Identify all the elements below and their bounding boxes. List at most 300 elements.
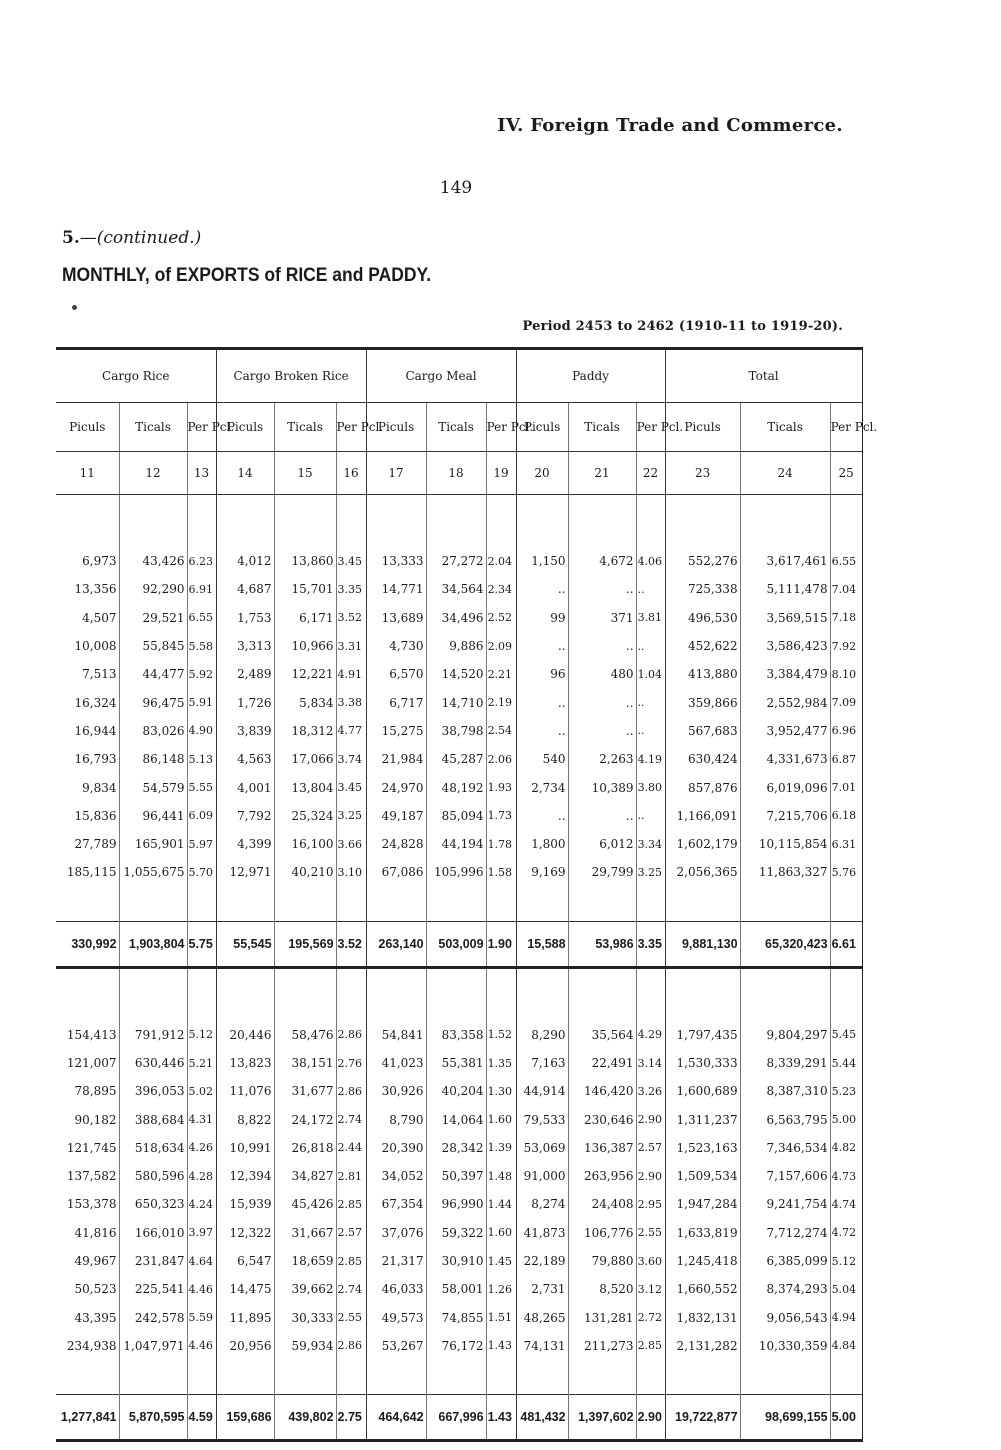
- table-cell: 4.31: [187, 1105, 216, 1133]
- table-cell: 45,287: [426, 745, 486, 773]
- column-header: Per Pcl.: [336, 403, 366, 452]
- subheader-row: [56, 403, 862, 452]
- table-cell: 7,163: [516, 1049, 568, 1077]
- spacer-cell: [830, 887, 862, 922]
- table-cell: ..: [516, 717, 568, 745]
- table-cell: 6.96: [830, 717, 862, 745]
- table-cell: 90,182: [74, 1112, 117, 1127]
- table-cell: 14,520: [426, 660, 486, 688]
- spacer-cell: [740, 887, 830, 922]
- table-cell: 13,823: [216, 1049, 274, 1077]
- table-cell: 3.52: [336, 604, 366, 632]
- spacer-cell: [568, 1360, 636, 1395]
- table-cell: 5.21: [187, 1049, 216, 1077]
- table-cell: 17,066: [274, 745, 336, 773]
- table-cell: 6,547: [216, 1247, 274, 1275]
- table-cell: 30,333: [274, 1304, 336, 1332]
- table-cell: 5.12: [187, 1021, 216, 1049]
- column-header: Ticals: [119, 403, 187, 452]
- table-cell: ..: [568, 575, 636, 603]
- table-cell: 540: [516, 745, 568, 773]
- table-row: [56, 688, 862, 716]
- table-cell: 4.24: [187, 1190, 216, 1218]
- table-cell: 38,151: [274, 1049, 336, 1077]
- table-cell: 1.58: [486, 858, 516, 886]
- table-cell: 54,841: [366, 1021, 426, 1049]
- total-cell: 19,722,877: [665, 1395, 740, 1441]
- spacer-cell: [56, 967, 119, 1021]
- table-cell: 4.91: [336, 660, 366, 688]
- table-cell: 54,579: [119, 773, 187, 801]
- table-cell: 83,358: [426, 1021, 486, 1049]
- table-cell: 30,926: [366, 1077, 426, 1105]
- spacer-cell: [187, 1360, 216, 1395]
- spacer-cell: [366, 495, 426, 548]
- table-row: [56, 1247, 862, 1275]
- table-cell: 3,586,423: [740, 632, 830, 660]
- table-cell: 2.52: [486, 604, 516, 632]
- table-cell: ..: [516, 632, 568, 660]
- table-cell: 480: [568, 660, 636, 688]
- column-header: Ticals: [568, 403, 636, 452]
- table-cell: 15,939: [216, 1190, 274, 1218]
- table-cell: 165,901: [119, 830, 187, 858]
- table-cell: 4.77: [336, 717, 366, 745]
- table-cell: 41,023: [366, 1049, 426, 1077]
- table-cell: 263,956: [568, 1162, 636, 1190]
- table-cell: 3.60: [636, 1247, 665, 1275]
- table-cell: 5,834: [274, 688, 336, 716]
- table-cell: 2.76: [336, 1049, 366, 1077]
- table-cell: 8,339,291: [740, 1049, 830, 1077]
- table-cell: ..: [568, 688, 636, 716]
- table-cell: 388,684: [119, 1105, 187, 1133]
- table-cell: 396,053: [119, 1077, 187, 1105]
- table-row: [56, 830, 862, 858]
- table-cell: 67,354: [366, 1190, 426, 1218]
- table-cell: 413,880: [665, 660, 740, 688]
- table-cell: 4.26: [187, 1134, 216, 1162]
- table-cell: 74,855: [426, 1304, 486, 1332]
- column-number: 12: [119, 452, 187, 495]
- table-cell: 16,100: [274, 830, 336, 858]
- column-header: Ticals: [740, 403, 830, 452]
- table-cell: 121,007: [66, 1056, 117, 1070]
- table-cell: 9,834: [82, 780, 117, 795]
- group-header-total: Total: [665, 349, 862, 403]
- spacer-cell: [274, 967, 336, 1021]
- table-cell: 10,115,854: [740, 830, 830, 858]
- table-cell: 24,172: [274, 1105, 336, 1133]
- table-cell: 44,914: [516, 1077, 568, 1105]
- table-cell: 5,111,478: [740, 575, 830, 603]
- table-cell: ..: [636, 802, 665, 830]
- table-cell: 2,131,282: [665, 1332, 740, 1360]
- table-cell: 14,064: [426, 1105, 486, 1133]
- table-cell: 2.74: [336, 1275, 366, 1303]
- table-cell: 27,272: [426, 547, 486, 575]
- table-cell: 8,520: [568, 1275, 636, 1303]
- table-cell: 5.23: [830, 1077, 862, 1105]
- column-number: 16: [336, 452, 366, 495]
- spacer-cell: [366, 967, 426, 1021]
- table-cell: 2.85: [636, 1332, 665, 1360]
- table-cell: 5.13: [187, 745, 216, 773]
- table-cell: 48,192: [426, 773, 486, 801]
- table-cell: 2.86: [336, 1332, 366, 1360]
- table-cell: 5.00: [830, 1105, 862, 1133]
- period-label: Period 2453 to 2462 (1910-11 to 1919-20).: [522, 319, 843, 334]
- table-cell: 6.91: [187, 575, 216, 603]
- spacer-cell: [740, 967, 830, 1021]
- table-cell: 452,622: [665, 632, 740, 660]
- table-cell: 2.74: [336, 1105, 366, 1133]
- total-cell: 55,545: [216, 921, 274, 967]
- table-cell: 630,424: [665, 745, 740, 773]
- table-cell: 16,944: [74, 723, 117, 738]
- table-row: [56, 745, 862, 773]
- total-cell: 65,320,423: [740, 921, 830, 967]
- table-cell: 154,413: [66, 1027, 117, 1042]
- table-cell: 30,910: [426, 1247, 486, 1275]
- total-cell: 667,996: [426, 1395, 486, 1441]
- table-cell: 725,338: [665, 575, 740, 603]
- table-cell: 22,189: [516, 1247, 568, 1275]
- table-cell: 131,281: [568, 1304, 636, 1332]
- table-cell: 50,523: [74, 1282, 117, 1297]
- spacer-cell: [119, 887, 187, 922]
- total-cell: 503,009: [426, 921, 486, 967]
- table-cell: 12,394: [216, 1162, 274, 1190]
- table-cell: 4,399: [216, 830, 274, 858]
- table-cell: 21,984: [366, 745, 426, 773]
- table-cell: 2,731: [516, 1275, 568, 1303]
- table-cell: 359,866: [665, 688, 740, 716]
- table-cell: 13,689: [366, 604, 426, 632]
- column-number: 19: [486, 452, 516, 495]
- table-cell: 2.95: [636, 1190, 665, 1218]
- spacer-cell: [665, 1360, 740, 1395]
- table-cell: 3.31: [336, 632, 366, 660]
- table-cell: 96,990: [426, 1190, 486, 1218]
- table-row: [56, 1304, 862, 1332]
- table-cell: 24,970: [366, 773, 426, 801]
- table-cell: 74,131: [516, 1332, 568, 1360]
- spacer-cell: [516, 1360, 568, 1395]
- spacer-cell: [636, 887, 665, 922]
- table-cell: 1.30: [486, 1077, 516, 1105]
- group-header-cargo-meal: Cargo Meal: [366, 349, 516, 403]
- table-cell: 79,533: [516, 1105, 568, 1133]
- continued-note: [62, 228, 201, 248]
- table-cell: 3.25: [636, 858, 665, 886]
- column-header: Per Pcl.: [486, 403, 516, 452]
- table-cell: 4,672: [568, 547, 636, 575]
- table-cell: 34,496: [426, 604, 486, 632]
- table-cell: 27,789: [74, 837, 117, 852]
- table-cell: 5.55: [187, 773, 216, 801]
- table-cell: 9,056,543: [740, 1304, 830, 1332]
- table-cell: 46,033: [366, 1275, 426, 1303]
- table-cell: 1,530,333: [665, 1049, 740, 1077]
- spacer-cell: [187, 495, 216, 548]
- table-cell: 6,570: [366, 660, 426, 688]
- spacer-cell: [665, 495, 740, 548]
- table-cell: 40,210: [274, 858, 336, 886]
- table-cell: 4,012: [216, 547, 274, 575]
- table-cell: 234,938: [66, 1338, 117, 1353]
- column-header: Per Pcl.: [187, 403, 216, 452]
- table-cell: 7.09: [830, 688, 862, 716]
- page-number: 149: [439, 178, 473, 198]
- table-cell: 106,776: [568, 1219, 636, 1247]
- total-row: [56, 1395, 862, 1441]
- table-cell: 34,052: [366, 1162, 426, 1190]
- table-cell: 518,634: [119, 1134, 187, 1162]
- spacer-cell: [636, 495, 665, 548]
- table-cell: 43,395: [74, 1310, 117, 1325]
- spacer-cell: [366, 887, 426, 922]
- table-cell: 2.90: [636, 1162, 665, 1190]
- spacer-cell: [426, 887, 486, 922]
- spacer-cell: [830, 495, 862, 548]
- table-cell: 49,187: [366, 802, 426, 830]
- spacer-cell: [568, 967, 636, 1021]
- table-cell: 48,265: [516, 1304, 568, 1332]
- table-cell: 242,578: [119, 1304, 187, 1332]
- table-cell: 9,169: [516, 858, 568, 886]
- table-cell: ..: [636, 632, 665, 660]
- table-cell: 1,166,091: [665, 802, 740, 830]
- total-cell: 5,870,595: [119, 1395, 187, 1441]
- spacer-cell: [187, 967, 216, 1021]
- table-cell: 4.82: [830, 1134, 862, 1162]
- table-cell: 50,397: [426, 1162, 486, 1190]
- spacer-cell: [486, 887, 516, 922]
- table-cell: 6.31: [830, 830, 862, 858]
- table-cell: 20,446: [216, 1021, 274, 1049]
- spacer-cell: [740, 495, 830, 548]
- table-cell: 3.12: [636, 1275, 665, 1303]
- column-number: 17: [366, 452, 426, 495]
- column-number: 24: [740, 452, 830, 495]
- table-body: [56, 349, 878, 1441]
- table-cell: 13,333: [366, 547, 426, 575]
- table-cell: 580,596: [119, 1162, 187, 1190]
- column-number: 22: [636, 452, 665, 495]
- table-cell: 13,804: [274, 773, 336, 801]
- table-cell: 6.87: [830, 745, 862, 773]
- table-cell: 96: [516, 660, 568, 688]
- table-row: [56, 604, 862, 632]
- table-cell: 79,880: [568, 1247, 636, 1275]
- table-cell: 10,966: [274, 632, 336, 660]
- table-cell: 7.04: [830, 575, 862, 603]
- table-cell: 2.90: [636, 1105, 665, 1133]
- table-cell: 49,967: [74, 1254, 117, 1269]
- table-cell: 4,687: [216, 575, 274, 603]
- table-cell: 7,513: [82, 667, 117, 682]
- column-number-row: [56, 452, 862, 495]
- table-row: [56, 1275, 862, 1303]
- table-cell: 137,582: [66, 1169, 117, 1184]
- table-cell: 7,792: [216, 802, 274, 830]
- total-cell: 4.59: [187, 1395, 216, 1441]
- group-header-cargo-rice: Cargo Rice: [56, 349, 216, 403]
- table-cell: 857,876: [665, 773, 740, 801]
- ink-speck: [72, 305, 77, 310]
- table-cell: 3,839: [216, 717, 274, 745]
- table-cell: ..: [516, 575, 568, 603]
- spacer-cell: [336, 887, 366, 922]
- spacer-cell: [636, 967, 665, 1021]
- table-cell: 28,342: [426, 1134, 486, 1162]
- table-cell: 1,055,675: [119, 858, 187, 886]
- table-cell: 76,172: [426, 1332, 486, 1360]
- table-cell: 3.14: [636, 1049, 665, 1077]
- table-cell: 1,633,819: [665, 1219, 740, 1247]
- table-cell: 7,346,534: [740, 1134, 830, 1162]
- table-cell: ..: [636, 688, 665, 716]
- column-header: Piculs: [216, 403, 274, 452]
- table-cell: 3.34: [636, 830, 665, 858]
- total-cell: 481,432: [516, 1395, 568, 1441]
- column-number: 13: [187, 452, 216, 495]
- table-cell: 91,000: [516, 1162, 568, 1190]
- group-header-row: [56, 349, 862, 403]
- table-cell: 55,845: [119, 632, 187, 660]
- table-cell: 2.72: [636, 1304, 665, 1332]
- table-cell: 4.73: [830, 1162, 862, 1190]
- table-cell: 39,662: [274, 1275, 336, 1303]
- spacer-cell: [665, 967, 740, 1021]
- table-cell: 2.55: [636, 1219, 665, 1247]
- table-cell: 31,667: [274, 1219, 336, 1247]
- table-cell: 1,523,163: [665, 1134, 740, 1162]
- spacer-cell: [366, 1360, 426, 1395]
- table-cell: 2.19: [486, 688, 516, 716]
- table-cell: 1.48: [486, 1162, 516, 1190]
- running-head: IV. Foreign Trade and Commerce.: [497, 115, 843, 136]
- table-cell: 4,001: [216, 773, 274, 801]
- table-cell: 8,790: [366, 1105, 426, 1133]
- table-cell: 2.85: [336, 1247, 366, 1275]
- table-cell: 2,552,984: [740, 688, 830, 716]
- table-cell: 2.86: [336, 1021, 366, 1049]
- section-number: 5.: [62, 228, 80, 248]
- table-cell: 3,952,477: [740, 717, 830, 745]
- table-cell: 1.60: [486, 1219, 516, 1247]
- table-cell: 791,912: [119, 1021, 187, 1049]
- total-cell: 330,992: [56, 921, 119, 967]
- table-cell: 2.54: [486, 717, 516, 745]
- table-row: [56, 575, 862, 603]
- table-cell: 5.97: [187, 830, 216, 858]
- table-cell: 3.45: [336, 547, 366, 575]
- table-cell: 211,273: [568, 1332, 636, 1360]
- total-cell: 2.75: [336, 1395, 366, 1441]
- spacer-cell: [516, 967, 568, 1021]
- spacer-cell: [119, 1360, 187, 1395]
- spacer-cell: [516, 495, 568, 548]
- table-cell: 225,541: [119, 1275, 187, 1303]
- table-row: [56, 660, 862, 688]
- table-cell: 4.19: [636, 745, 665, 773]
- table-cell: 1.04: [636, 660, 665, 688]
- table-cell: 12,971: [216, 858, 274, 886]
- table-cell: 6,171: [274, 604, 336, 632]
- table-cell: 3,617,461: [740, 547, 830, 575]
- table-cell: 3.97: [187, 1219, 216, 1247]
- table-cell: 3.81: [636, 604, 665, 632]
- total-cell: 3.52: [336, 921, 366, 967]
- table-cell: 10,330,359: [740, 1332, 830, 1360]
- total-cell: 1,903,804: [119, 921, 187, 967]
- table-cell: 6,012: [568, 830, 636, 858]
- table-cell: 43,426: [119, 547, 187, 575]
- table-cell: 1.39: [486, 1134, 516, 1162]
- table-cell: ..: [568, 717, 636, 745]
- spacer-cell: [636, 1360, 665, 1395]
- table-cell: 4.46: [187, 1275, 216, 1303]
- spacer-cell: [740, 1360, 830, 1395]
- table-cell: 83,026: [119, 717, 187, 745]
- table-cell: 15,275: [366, 717, 426, 745]
- table-cell: 2.34: [486, 575, 516, 603]
- table-cell: 1.45: [486, 1247, 516, 1275]
- table-cell: 10,008: [74, 639, 117, 654]
- table-title: MONTHLY, of EXPORTS of RICE and PADDY.: [62, 265, 432, 286]
- table-cell: 1.78: [486, 830, 516, 858]
- total-cell: 15,588: [516, 921, 568, 967]
- table-cell: 12,221: [274, 660, 336, 688]
- total-cell: 1.43: [486, 1395, 516, 1441]
- table-row: [56, 717, 862, 745]
- table-cell: 49,573: [366, 1304, 426, 1332]
- table-cell: 7.18: [830, 604, 862, 632]
- table-cell: 8,822: [216, 1105, 274, 1133]
- table-cell: 5.45: [830, 1021, 862, 1049]
- table-cell: 1,600,689: [665, 1077, 740, 1105]
- table-cell: 1,797,435: [665, 1021, 740, 1049]
- table-cell: 13,860: [274, 547, 336, 575]
- table-cell: ..: [636, 575, 665, 603]
- table-cell: 4.06: [636, 547, 665, 575]
- total-cell: 1,397,602: [568, 1395, 636, 1441]
- table-cell: 1,832,131: [665, 1304, 740, 1332]
- table-cell: 8,290: [516, 1021, 568, 1049]
- table-row: [56, 547, 862, 575]
- column-header: Piculs: [366, 403, 426, 452]
- table-cell: 53,069: [516, 1134, 568, 1162]
- table-cell: 99: [516, 604, 568, 632]
- continued-label: —(continued.): [79, 228, 202, 248]
- table-row: [56, 802, 862, 830]
- table-cell: 11,895: [216, 1304, 274, 1332]
- table-cell: 146,420: [568, 1077, 636, 1105]
- table-cell: 2,489: [216, 660, 274, 688]
- table-cell: ..: [636, 717, 665, 745]
- spacer-cell: [426, 495, 486, 548]
- table-cell: 1,509,534: [665, 1162, 740, 1190]
- table-cell: 1,726: [216, 688, 274, 716]
- table-row: [56, 1162, 862, 1190]
- table-cell: 567,683: [665, 717, 740, 745]
- table-cell: 3.66: [336, 830, 366, 858]
- table-cell: 4.72: [830, 1219, 862, 1247]
- table-cell: 59,934: [274, 1332, 336, 1360]
- column-number: 21: [568, 452, 636, 495]
